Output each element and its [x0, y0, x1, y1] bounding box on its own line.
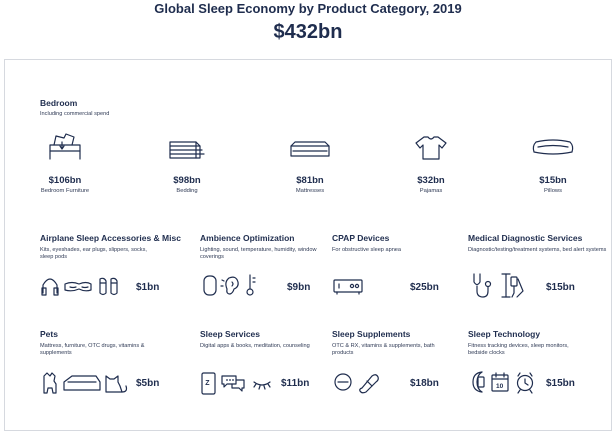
- category-title: Airplane Sleep Accessories & Misc: [40, 233, 181, 243]
- medical-diagnostic-icons: [470, 271, 530, 299]
- bed-frame-icon: [44, 132, 86, 162]
- category-ambience: [200, 233, 330, 261]
- sleep-services-icons: [200, 370, 280, 396]
- category-sleep-technology: [468, 329, 610, 357]
- pajama-shirt-icon: [410, 132, 452, 162]
- bedding-stack-icon: [166, 132, 208, 162]
- category-title: Medical Diagnostic Services: [468, 233, 583, 243]
- page-title: Global Sleep Economy by Product Category, 2019: [154, 1, 462, 16]
- label: Mattresses: [295, 188, 325, 194]
- category-cpap: [332, 233, 452, 254]
- cat-icon: [106, 376, 122, 392]
- category-desc: Mattress, furniture, OTC drugs, vitamins & supplements: [40, 343, 145, 357]
- category-title: Sleep Technology: [468, 329, 541, 339]
- bedroom-item-bedding: [147, 132, 227, 194]
- pillow-icon: [530, 132, 576, 162]
- label: Pajamas: [419, 188, 443, 194]
- category-title: Sleep Supplements: [332, 329, 411, 339]
- category-pets: [40, 329, 180, 357]
- mattress-icon: [287, 132, 333, 162]
- category-title: Sleep Services: [200, 329, 261, 339]
- category-desc: Diagnostic/testing/treatment systems, bed alert systems: [468, 247, 607, 253]
- category-sleep-services: [200, 329, 330, 350]
- app-letter: Z: [205, 380, 210, 387]
- category-sleep-supplements: [332, 329, 457, 357]
- category-amount: $15bn: [546, 378, 575, 389]
- pets-icons: [40, 368, 132, 396]
- label: Pillows: [543, 188, 563, 194]
- category-title: CPAP Devices: [332, 233, 390, 243]
- amount: $106bn: [48, 175, 82, 186]
- bedroom-item-pillows: [513, 132, 593, 194]
- airplane-accessories-icons: [40, 273, 132, 297]
- stethoscope-icon: [474, 274, 480, 285]
- category-amount: $18bn: [410, 378, 439, 389]
- bedroom-desc: Including commercial spend: [40, 111, 110, 117]
- calendar-day: 10: [496, 383, 504, 390]
- category-desc: For obstructive sleep apnea: [332, 247, 402, 253]
- infographic-panel: [4, 59, 612, 431]
- bedroom-item-pajamas: [391, 132, 471, 194]
- category-amount: $1bn: [136, 282, 160, 293]
- amount: $98bn: [173, 175, 201, 186]
- label: Bedding: [176, 188, 198, 194]
- category-desc: Fitness tracking devices, sleep monitors, bedside clocks: [468, 343, 569, 357]
- category-airplane: [40, 233, 180, 261]
- amount: $81bn: [296, 175, 324, 186]
- category-title: Ambience Optimization: [200, 233, 295, 243]
- category-medical: [468, 233, 610, 254]
- amount: $15bn: [539, 175, 567, 186]
- dog-icon: [44, 373, 56, 393]
- supplement-pills-icon: [332, 370, 382, 394]
- slippers-icon: [100, 278, 106, 294]
- pet-bed-icon: [64, 376, 100, 390]
- category-title: Pets: [40, 329, 58, 339]
- bedroom-item-furniture: [25, 132, 105, 194]
- label: Bedroom Furniture: [40, 188, 90, 194]
- category-amount: $5bn: [136, 378, 160, 389]
- chat-bubbles-icon: [222, 376, 236, 387]
- total-amount: $432bn: [273, 21, 343, 43]
- category-amount: $25bn: [410, 282, 439, 293]
- category-amount: $15bn: [546, 282, 575, 293]
- category-amount: $9bn: [287, 282, 311, 293]
- category-amount: $11bn: [281, 378, 310, 389]
- category-desc: OTC & RX, vitamins & supplements, bath products: [332, 343, 435, 357]
- category-desc: Digital apps & books, meditation, counseling: [200, 343, 310, 349]
- smart-speaker-icon: [204, 276, 216, 295]
- cpap-machine-icon: [332, 276, 366, 296]
- category-desc: Kits, eyeshades, ear plugs, slippers, socks, sleep pods: [40, 247, 147, 261]
- sleep-tech-icons: [470, 368, 540, 396]
- amount: $32bn: [417, 175, 445, 186]
- bedroom-title: Bedroom: [40, 98, 78, 108]
- category-desc: Lighting, sound, temperature, humidity, window coverings: [200, 247, 317, 261]
- closed-eyes-icon: [254, 382, 270, 385]
- ambience-icons: [202, 272, 272, 298]
- bedroom-item-mattresses: [270, 132, 350, 194]
- headphones-icon: [43, 279, 57, 293]
